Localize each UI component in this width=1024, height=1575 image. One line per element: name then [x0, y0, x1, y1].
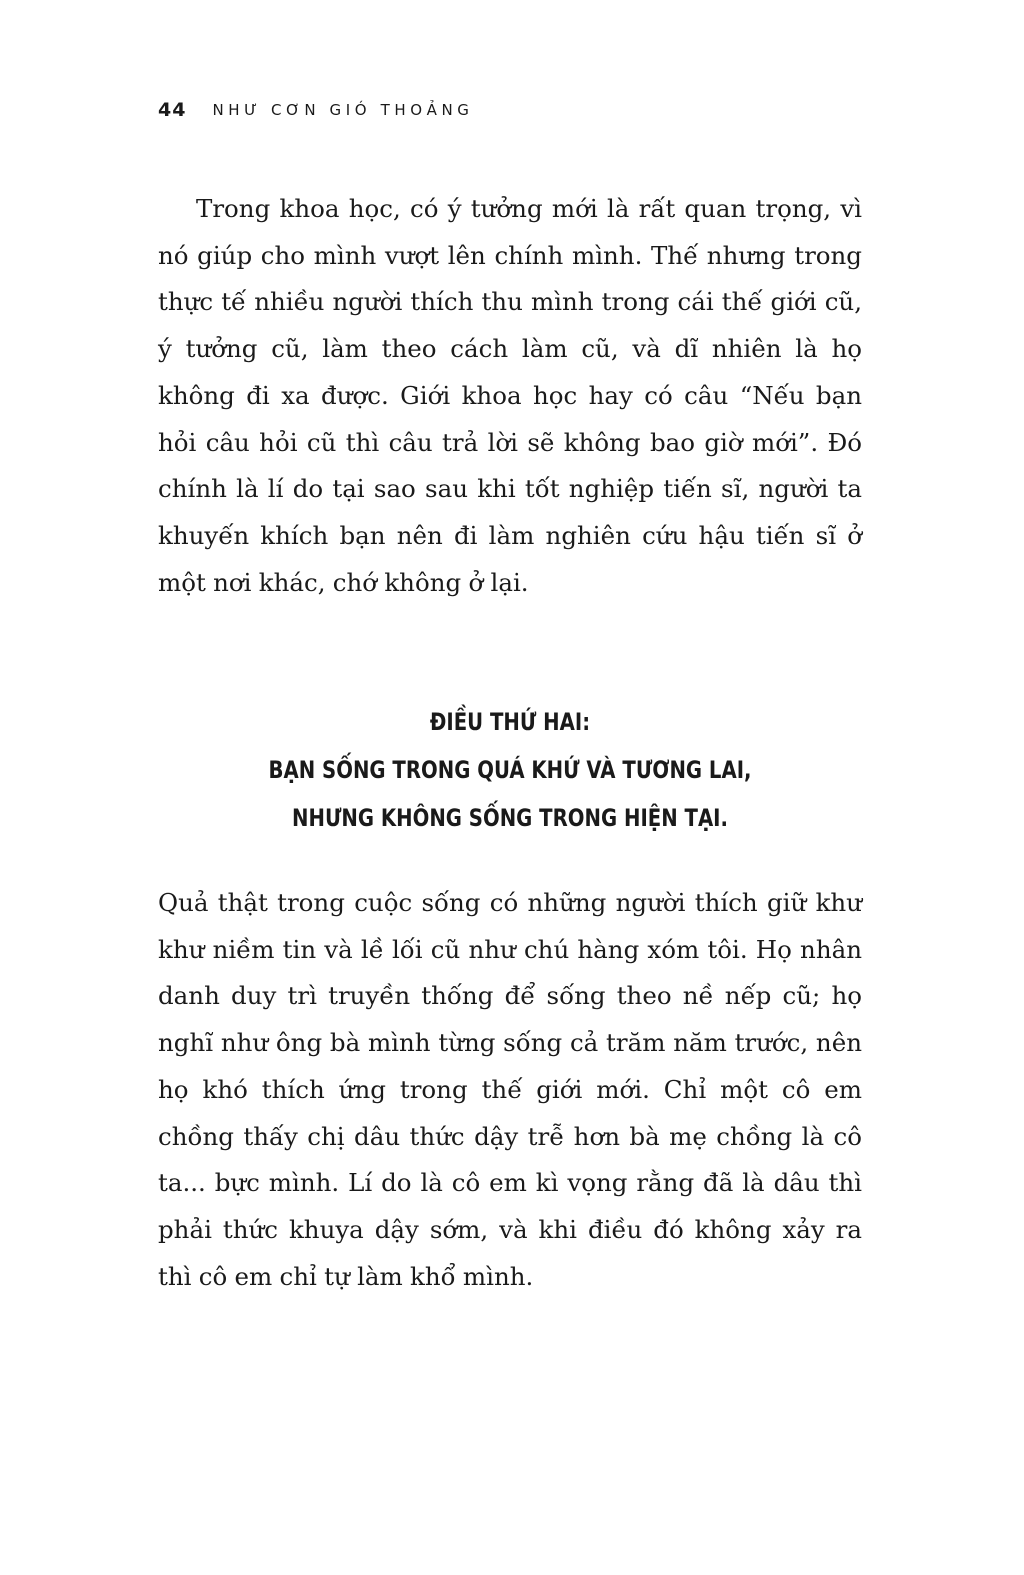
paragraph-old-beliefs: Quả thật trong cuộc sống có những người thích giữ khư khư niềm tin và lề lối cũ như chú hàng xóm tôi. Họ nhân danh duy trì truyền thống để sống theo nề nếp cũ; họ nghĩ như ông bà mình từng sống cả trăm năm trước, nên họ khó thích ứng trong thế giới mới. Chỉ một cô em chồng thấy chị dâu thức dậy trễ hơn bà mẹ chồng là cô ta... bực mình. Lí do là cô em kì vọng rằng đã là dâu thì phải thức khuya dậy sớm, và khi điều đó không xảy ra thì cô em chỉ tự làm khổ mình. — [158, 888, 862, 1291]
book-title: NHƯ CƠN GIÓ THOẢNG — [212, 101, 474, 119]
heading-line-2: BẠN SỐNG TRONG QUÁ KHỨ VÀ TƯƠNG LAI, — [268, 756, 752, 784]
paragraph-science-ideas: Trong khoa học, có ý tưởng mới là rất quan trọng, vì nó giúp cho mình vượt lên chính mình. Thế nhưng trong thực tế nhiều người thích thu mình trong cái thế giới cũ, ý tưởng cũ, làm theo cách làm cũ, và dĩ nhiên là họ không đi xa được. Giới khoa học hay có câu “Nếu bạn hỏi câu hỏi cũ thì câu trả lời sẽ không bao giờ mới”. Đó chính là lí do tại sao sau khi tốt nghiệp tiến sĩ, người ta khuyến khích bạn nên đi làm nghiên cứu hậu tiến sĩ ở một nơi khác, chớ không ở lại. — [158, 194, 862, 597]
section-heading — [221, 698, 798, 842]
page-number: 44 — [158, 99, 187, 121]
heading-line-1: ĐIỀU THỨ HAI: — [429, 708, 591, 736]
heading-line-3: NHƯNG KHÔNG SỐNG TRONG HIỆN TẠI. — [292, 804, 728, 832]
running-header — [158, 96, 474, 124]
